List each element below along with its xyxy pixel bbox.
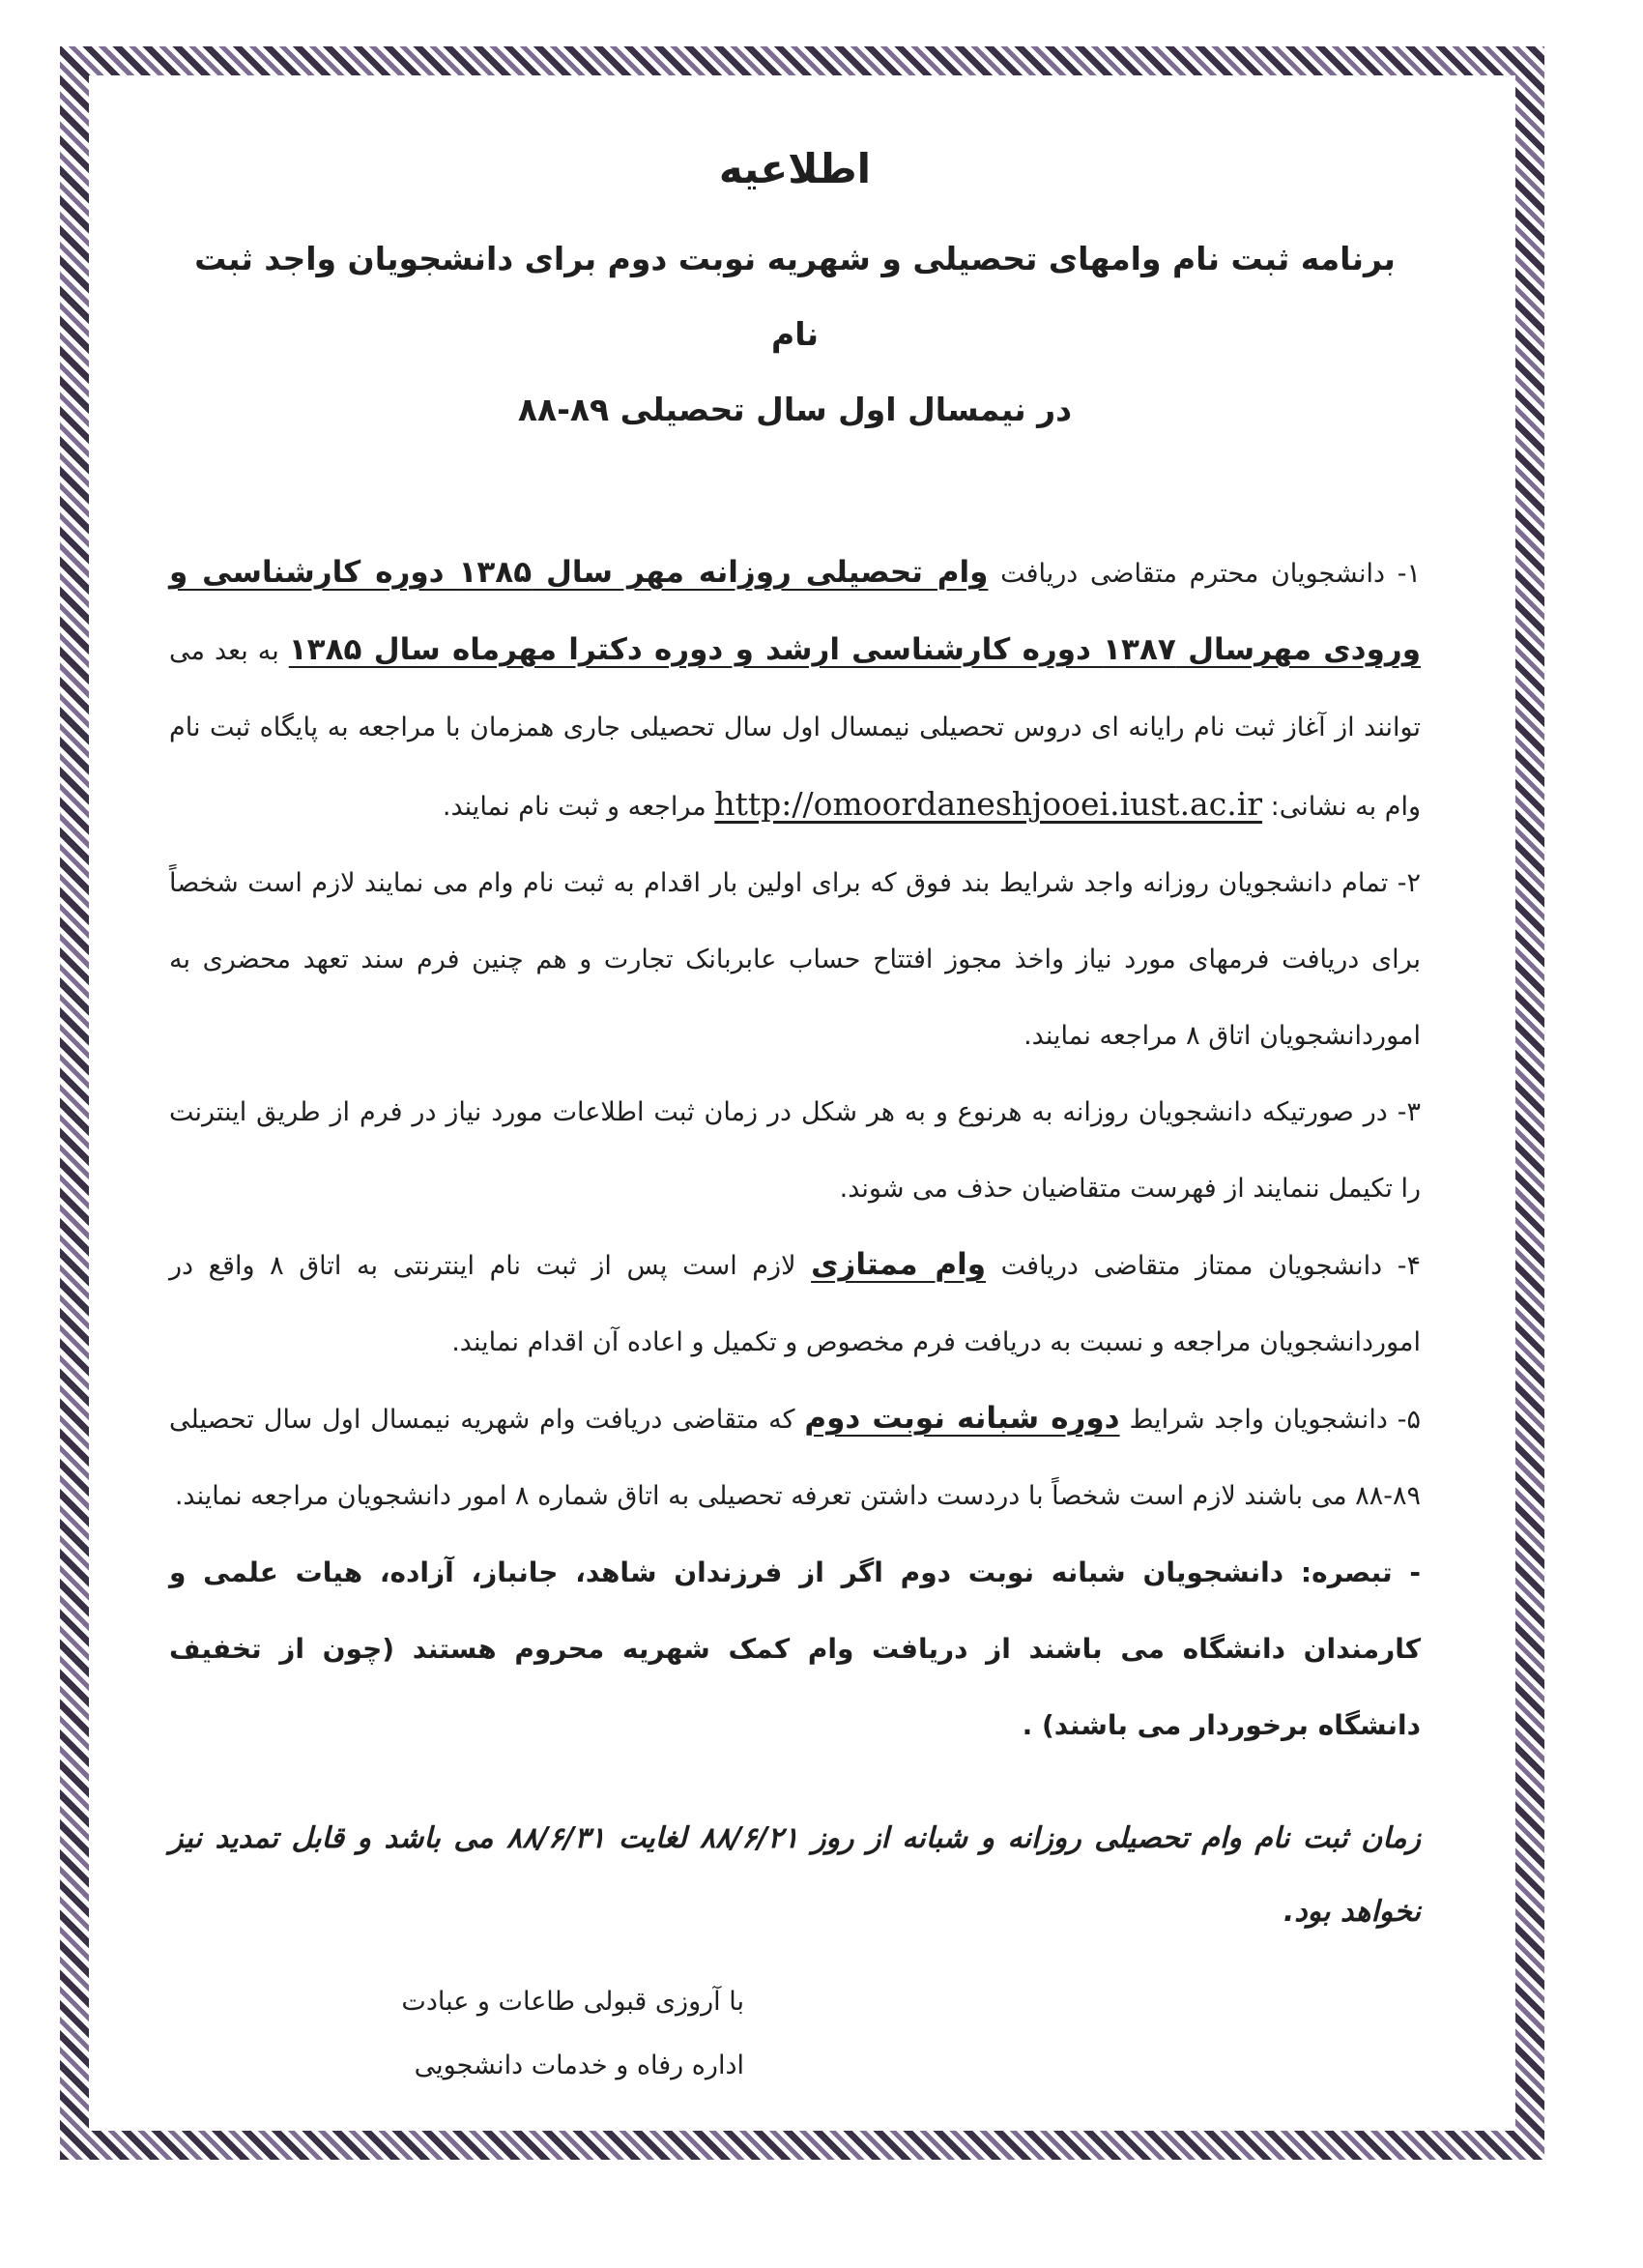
registration-url-link[interactable]: http://omoordaneshjooei.iust.ac.ir [714,785,1263,823]
notice-subtitle-line-1: برنامه ثبت نام وامهای تحصیلی و شهریه نوبت دوم برای دانشجویان واجد ثبت نام [194,240,1396,353]
paragraph-4-intro: ۴- دانشجویان ممتاز متقاضی دریافت [1000,1251,1422,1281]
paragraph-5 [169,1381,1421,1534]
paragraph-5-body: که متقاضی دریافت وام شهریه نیمسال اول سال تحصیلی ۸۹-۸۸ می باشند لازم است شخصاً با دردست داشتن تعرفه تحصیلی به اتاق شماره ۸ امور دانشجویان مراجعه نمایند. [169,1405,1421,1511]
paragraph-1-intro: ۱- دانشجویان محترم متقاضی دریافت [1000,559,1421,589]
paragraph-5-intro: ۵- دانشجویان واجد شرایط [1129,1405,1421,1435]
paragraph-2: ۲- تمام دانشجویان روزانه واجد شرایط بند فوق که برای اولین بار اقدام به ثبت نام وام می نمایند لازم است شخصاً برای دریافت فرمهای مورد نیاز واخذ مجوز افتتاح حساب عابربانک تجارت و هم چنین فرم سند تعهد محضری به اموردانشجویان اتاق ۸ مراجعه نمایند. [169,868,1421,1051]
notice-title: اطلاعیه [718,145,872,192]
paragraph-1-end: مراجعه و ثبت نام نمایند. [442,792,706,822]
closing-signature [203,1970,744,2098]
paragraph-5-highlight: دوره شبانه نوبت دوم [804,1401,1120,1436]
paragraph-4-highlight: وام ممتازی [811,1247,987,1282]
paragraph-3: ۳- در صورتیکه دانشجویان روزانه به هرنوع و به هر شکل در زمان ثبت اطلاعات مورد نیاز در فرم از طریق اینترنت را تکیمل ننمایند از فهرست متقاضیان حذف می شوند. [169,1097,1421,1204]
notice-subtitle-line-2: در نیمسال اول سال تحصیلی ۸۹-۸۸ [517,391,1073,428]
closing-line-1: با آروزی قبولی طاعات و عبادت [401,1987,744,2017]
paragraph-4 [169,1227,1421,1381]
paragraph-1-highlight: وام تحصیلی روزانه مهر سال ۱۳۸۵ دوره کارشناسی و ورودی مهرسال ۱۳۸۷ دوره کارشناسی ارشد و دوره دکترا مهرماه سال ۱۳۸۵ [169,555,1421,667]
registration-schedule: زمان ثبت نام وام تحصیلی روزانه و شبانه از روز ۸۸/۶/۲۱ لغایت ۸۸/۶/۳۱ می باشد و قابل تمدید نیز نخواهد بود. [169,1821,1421,1929]
paragraph-1-body: به بعد می توانند از آغاز ثبت نام رایانه ای دروس تحصیلی نیمسال اول سال تحصیلی جاری همزمان با مراجعه به پایگاه ثبت نام وام به نشانی: [169,636,1421,822]
paragraph-1 [169,535,1421,845]
closing-line-2: اداره رفاه و خدمات دانشجویی [414,2050,744,2080]
paragraph-4-body: لازم است پس از ثبت نام اینترنتی به اتاق ۸ واقع در اموردانشجویان مراجعه و نسبت به دریافت فرم مخصوص و تکمیل و اعاده آن اقدام نمایند. [169,1251,1421,1357]
notice-body [169,145,1421,2098]
note-paragraph: - تبصره: دانشجویان شبانه نوبت دوم اگر از فرزندان شاهد، جانباز، آزاده، هیات علمی و کارمندان دانشگاه می باشند از دریافت وام کمک شهریه محروم هستند (چون از تخفیف دانشگاه برخوردار می باشند) . [169,1556,1421,1741]
